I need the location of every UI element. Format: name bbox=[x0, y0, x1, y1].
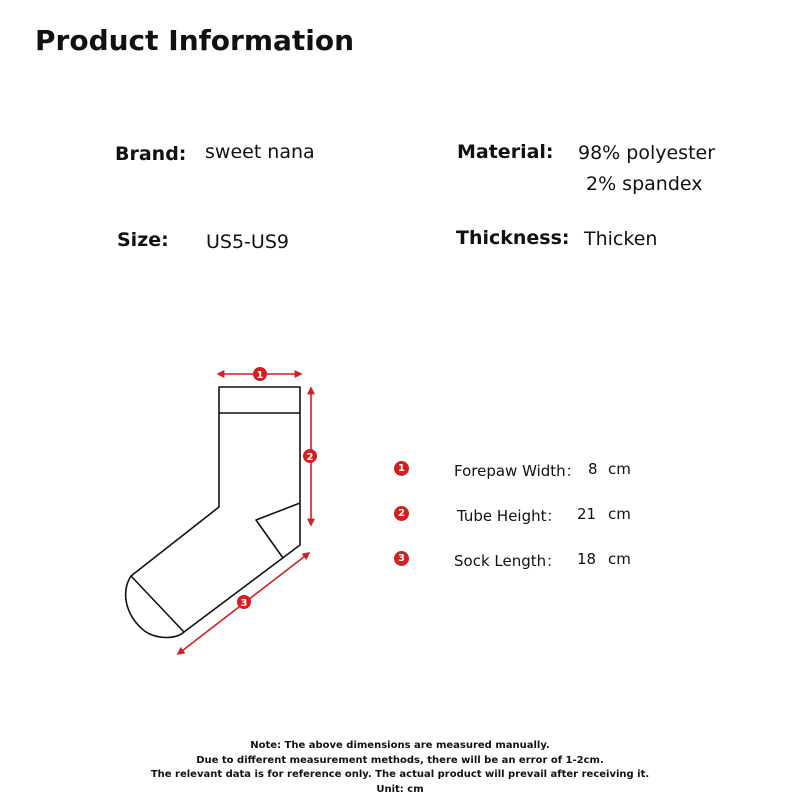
diagram-marker-3 bbox=[237, 595, 251, 609]
size-label: Size: bbox=[117, 229, 169, 251]
brand-label: Brand: bbox=[115, 143, 187, 165]
note-line-3: The relevant data is for reference only. The actual product will prevail after receiving it. bbox=[150, 769, 650, 780]
measure-marker-3: 3 bbox=[394, 551, 409, 566]
sock-length-value: 18 bbox=[577, 550, 597, 568]
tube-height-label: Tube Height： bbox=[457, 507, 562, 525]
note-line-2: Due to different measurement methods, there will be an error of 1-2cm. bbox=[196, 755, 604, 766]
measure-marker-1: 1 bbox=[394, 461, 409, 476]
svg-text:3: 3 bbox=[240, 598, 248, 609]
brand-value: sweet nana bbox=[205, 141, 315, 163]
tube-height-value: 21 bbox=[577, 505, 597, 523]
note-line-1: Note: The above dimensions are measured manually. bbox=[250, 740, 550, 751]
sock-length-label: Sock Length： bbox=[454, 552, 562, 570]
page-title: Product Information bbox=[35, 24, 355, 57]
thickness-label: Thickness: bbox=[456, 227, 570, 249]
diagram-marker-1 bbox=[253, 367, 267, 381]
svg-text:2: 2 bbox=[306, 452, 314, 463]
sock-length-unit: cm bbox=[608, 550, 631, 568]
forepaw-width-label: Forepaw Width： bbox=[454, 462, 581, 480]
tube-height-unit: cm bbox=[608, 505, 631, 523]
measure-marker-2: 2 bbox=[394, 506, 409, 521]
size-value: US5-US9 bbox=[206, 231, 289, 253]
material-label: Material: bbox=[457, 141, 554, 163]
forepaw-width-value: 8 bbox=[588, 460, 598, 478]
forepaw-width-unit: cm bbox=[608, 460, 631, 478]
thickness-value: Thicken bbox=[584, 228, 658, 250]
svg-text:1: 1 bbox=[256, 370, 264, 381]
material-value-line2: 2% spandex bbox=[586, 173, 703, 195]
material-value-line1: 98% polyester bbox=[578, 142, 716, 164]
diagram-marker-2 bbox=[303, 449, 317, 463]
note-line-4: Unit: cm bbox=[376, 784, 424, 795]
sock-outline bbox=[126, 387, 300, 637]
